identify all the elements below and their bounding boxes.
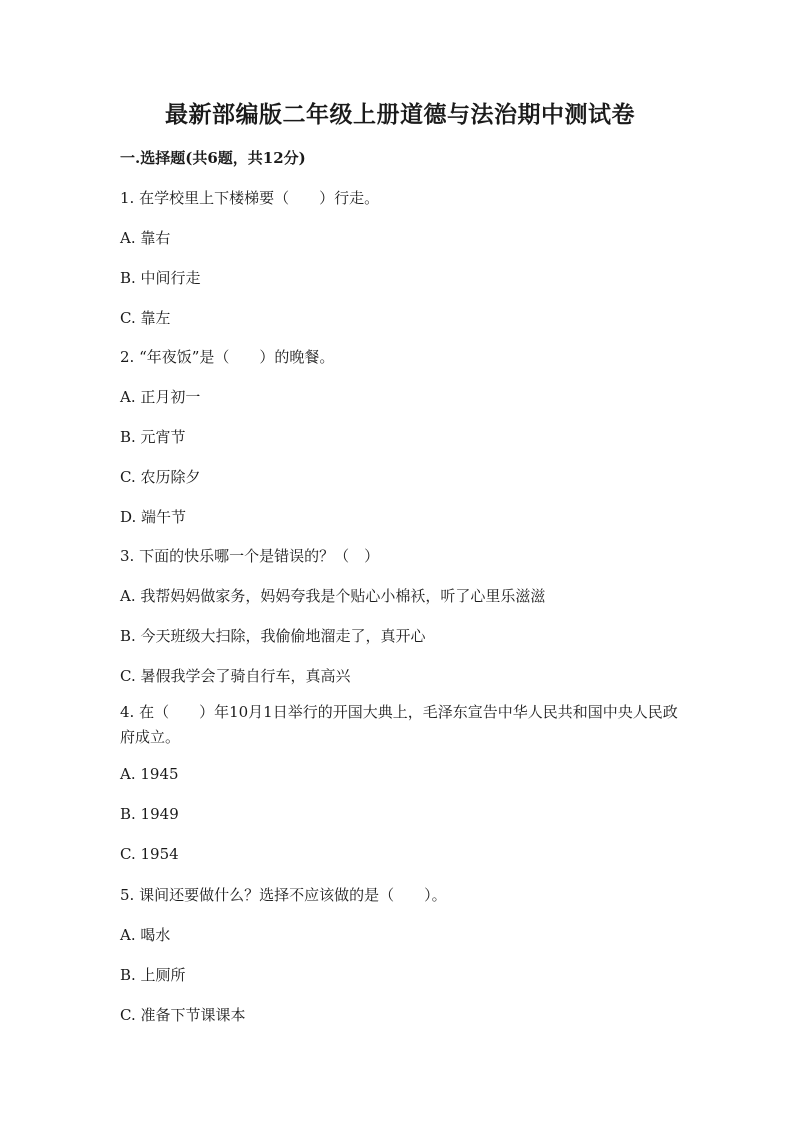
answer-option: C. 1954 (120, 845, 179, 863)
question-stem: 2. “年夜饭”是（ ）的晚餐。 (120, 348, 335, 366)
answer-option: A. 我帮妈妈做家务，妈妈夸我是个贴心小棉袄，听了心里乐滋滋 (120, 587, 546, 605)
page-title: 最新部编版二年级上册道德与法治期中测试卷 (165, 101, 635, 128)
answer-option: C. 农历除夕 (120, 468, 201, 486)
question-stem: 3. 下面的快乐哪一个是错误的？（ ） (120, 547, 380, 565)
section-heading: 一.选择题(共6题，共12分) (120, 149, 306, 167)
answer-option: A. 靠右 (120, 229, 171, 247)
question-stem: 5. 课间还要做什么？选择不应该做的是（ ）。 (120, 886, 447, 904)
answer-option: A. 正月初一 (120, 388, 201, 406)
question-stem: 4. 在（ ）年10月1日举行的开国大典上，毛泽东宣告中华人民共和国中央人民政府成立。 (120, 703, 678, 746)
answer-option: C. 靠左 (120, 309, 171, 327)
question-stem: 1. 在学校里上下楼梯要（ ）行走。 (120, 189, 380, 207)
answer-option: B. 上厕所 (120, 966, 186, 984)
answer-option: B. 元宵节 (120, 428, 186, 446)
answer-option: C. 准备下节课课本 (120, 1006, 246, 1024)
answer-option: B. 中间行走 (120, 269, 201, 287)
answer-option: A. 1945 (120, 765, 179, 783)
answer-option: B. 1949 (120, 805, 179, 823)
answer-option: A. 喝水 (120, 926, 171, 944)
answer-option: D. 端午节 (120, 508, 187, 526)
answer-option: C. 暑假我学会了骑自行车，真高兴 (120, 667, 351, 685)
answer-option: B. 今天班级大扫除，我偷偷地溜走了，真开心 (120, 627, 426, 645)
